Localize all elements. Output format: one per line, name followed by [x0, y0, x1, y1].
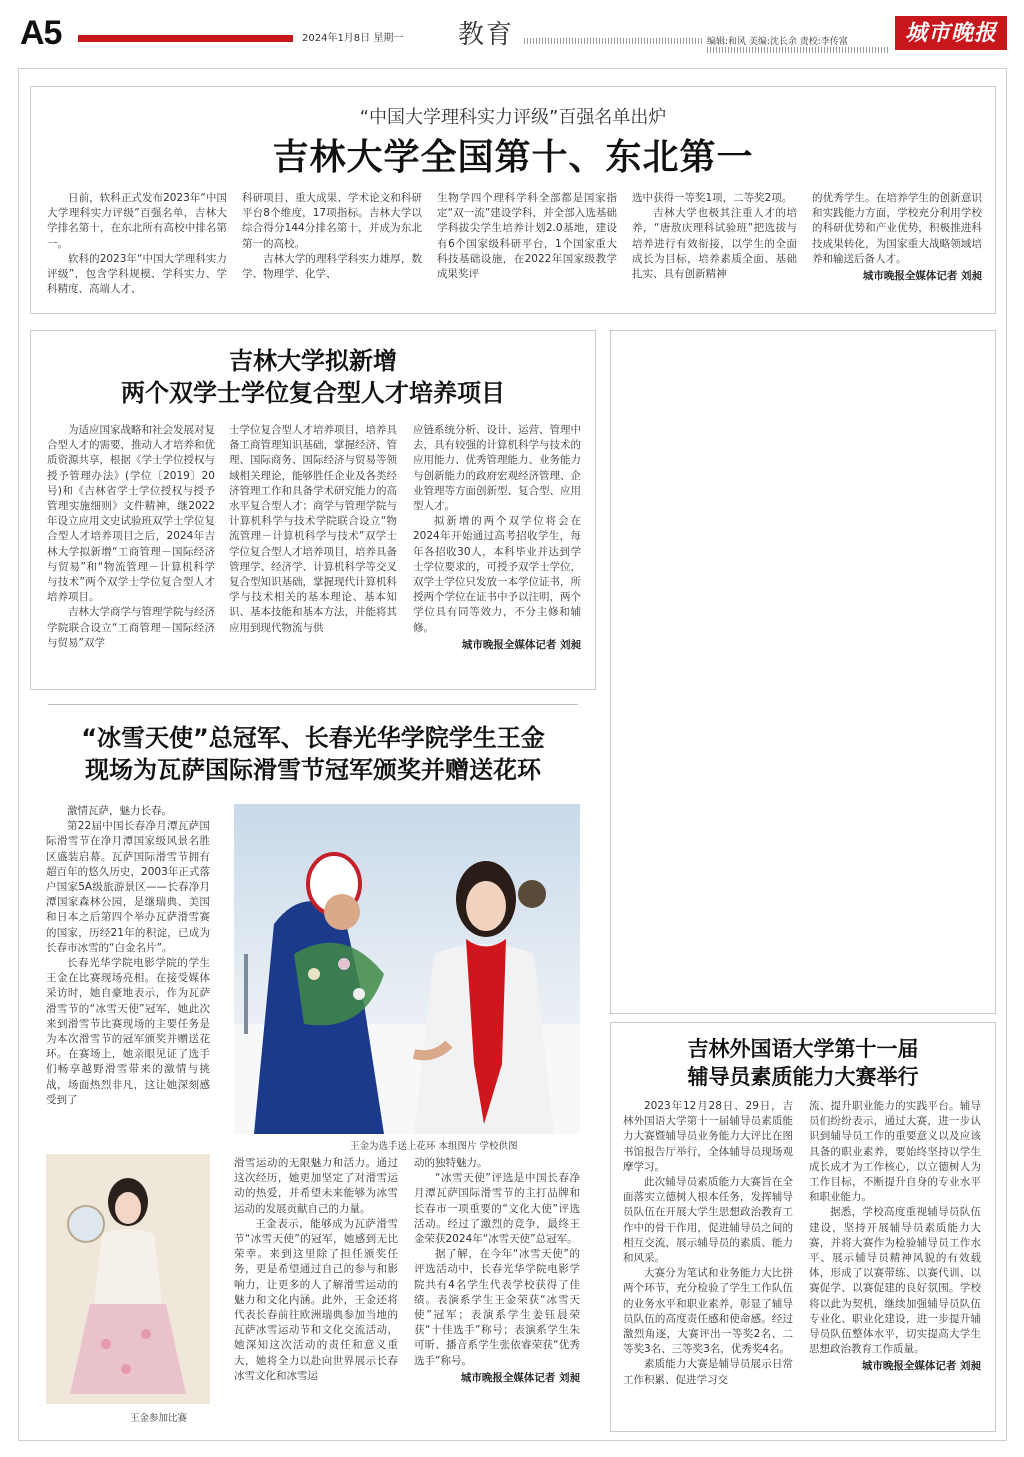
top-article-col-5 — [812, 191, 982, 309]
paragraph: 据了解，在今年“冰雪天使”的评选活动中，长春光华学院电影学院共有4名学生代表学校获得了佳绩。表演系学生王金荣获“冰雪天使”冠军；表演系学生姜钰晨荣获“十佳选手”称号；表演系学生朱可昕、播音系学生张依睿荣获“优秀选手”称号。 — [414, 1248, 580, 1367]
paragraph: 软科的2023年“中国大学理科实力评级”，包含学科规模、学科实力、学科精度、高端人才、 — [47, 252, 227, 296]
paragraph: 动的独特魅力。 — [414, 1157, 488, 1169]
paragraph: 拟新增的两个双学位将会在2024年开始通过高考招收学生，每年各招收30人，本科毕业并达到学士学位要求的，可授予双学士学位，双学士学位只发放一本学位证书，所授两个学位在证书中予以注明，两个学位具有同等效力，不分主修和辅修。 — [413, 515, 581, 634]
dual-degree-headline-1: 吉林大学拟新增 — [229, 347, 397, 375]
paragraph: 科研项目、重大成果、学术论文和科研平台8个维度，17项指标。吉林大学以综合得分144分排名第十，并成为东北第一的高校。 — [242, 192, 422, 250]
paragraph: 长春光华学院电影学院的学生王金在比赛现场亮相。在接受媒体采访时，她自豪地表示，作为瓦萨滑雪节的“冰雪天使”冠军，她此次来到滑雪节比赛现场的主要任务是为本次滑雪节的冠军颁奖并赠送花环。在赛场上，她亲眼见证了选手们畅享越野滑雪带来的激情与挑战，场面热烈非凡，这让她深刻感受到了 — [46, 957, 210, 1106]
top-article-col-4 — [632, 191, 797, 309]
ice-angel-portrait-photo — [46, 1154, 210, 1404]
counselor-headline-2: 辅导员素质能力大赛举行 — [687, 1065, 919, 1089]
portrait-illustration-icon — [46, 1154, 210, 1404]
counselor-col-1 — [623, 1099, 793, 1427]
masthead-hatch — [524, 38, 704, 44]
counselor-col-2 — [809, 1099, 981, 1427]
ice-angel-main-photo — [234, 804, 580, 1134]
paragraph: 吉林大学的理科学科实力雄厚，数学、物理学、化学、 — [242, 252, 422, 281]
editors-credit: 编辑:和风 美编:沈长余 责校:李传富 — [707, 37, 848, 47]
counselor-headline-1: 吉林外国语大学第十一届 — [687, 1037, 919, 1061]
paragraph: “冰雪天使”评选是中国长春净月潭瓦萨国际滑雪节的主打品牌和长春市一项重要的“文化大使”评选活动。经过了激烈的竞争，最终王金荣获2024年“冰雪天使”总冠军。 — [414, 1172, 580, 1246]
dual-degree-article — [30, 330, 596, 690]
ice-angel-article — [30, 712, 596, 1432]
dual-degree-col-2 — [229, 423, 397, 685]
photo-illustration-icon — [234, 804, 580, 1134]
paragraph: 日前，软科正式发布2023年“中国大学理科实力评级”百强名单，吉林大学排名第十，在东北所有高校中排名第一。 — [47, 192, 227, 250]
paragraph: 吉林大学商学与管理学院与经济学院联合设立“工商管理－国际经济与贸易”双学 — [47, 606, 215, 649]
paragraph: 流、提升职业能力的实践平台。辅导员们纷纷表示，通过大赛，进一步认识到辅导员工作的重要意义以及应该具备的职业素养，要始终坚持以学生成长成才为工作核心，以立德树人为工作目标，不断提升自身的专业水平和职业能力。 — [809, 1100, 981, 1204]
cust-science-col-1 — [623, 409, 793, 1009]
dual-degree-byline: 城市晚报全媒体记者 刘昶 — [461, 638, 581, 651]
masthead-red-bar — [78, 35, 293, 42]
newspaper-logo[interactable]: 城市晚报 — [895, 16, 1007, 50]
paragraph: 大赛分为笔试和业务能力大比拼两个环节，充分检验了学生工作队伍的业务水平和职业素养，彰显了辅导员队伍的高度责任感和使命感。经过激烈角逐，大赛评出一等奖2名、二等奖3名、三等奖3名，优秀奖4名。 — [623, 1267, 793, 1356]
paragraph: 的优秀学生。在培养学生的创新意识和实践能力方面，学校充分利用学校的科研优势和产业优势，积极推进科技成果转化，为国家重大战略领域培养和输送后备人才。 — [812, 192, 982, 265]
ice-angel-byline: 城市晚报全媒体记者 刘昶 — [460, 1371, 580, 1384]
paragraph: 此次辅导员素质能力大赛旨在全面落实立德树人根本任务，发挥辅导员队伍在开展大学生思想政治教育工作中的骨干作用，促进辅导员之间的相互交流，展示辅导员的素质、能力和风采。 — [623, 1176, 793, 1265]
ice-angel-col-mid — [234, 1156, 398, 1418]
dual-degree-headline-2: 两个双学士学位复合型人才培养项目 — [121, 379, 505, 407]
ice-angel-photo-caption: 王金为选手送上花环 本组图片 学校供图 — [350, 1141, 518, 1152]
ice-angel-headline-2: 现场为瓦萨国际滑雪节冠军颁奖并赠送花环 — [85, 756, 541, 784]
dual-degree-col-1 — [47, 423, 215, 685]
top-article — [30, 86, 996, 314]
section-title: 教育 — [458, 20, 515, 50]
top-article-headline: 吉林大学全国第十、东北第一 — [272, 137, 754, 178]
portrait-caption: 王金参加比赛 — [130, 1413, 188, 1424]
paragraph: 士学位复合型人才培养项目，培养具备工商管理知识基础，掌握经济、管理、国际商务、国际经济与贸易等领域相关理论，能够胜任企业及各类经济管理工作和具备学术研究能力的高水平复合型人才；商学与管理学院与计算机科学与技术学院联合设立“物流管理－计算机科学与技术”双学士学位复合型人才培养项目，培养具备管理学、经济学、计算机科学等交叉复合型知识基础，掌握现代计算机科学与技术相关的基本理论、基本知识、基本技能和基本方法，并能将其应用到现代物流与供 — [229, 424, 397, 634]
masthead — [0, 0, 1024, 64]
paragraph: 滑雪运动的无限魅力和活力。通过这次经历，她更加坚定了对滑雪运动的热爱，并希望未来能够为冰雪运动的发展贡献自己的力量。 — [234, 1157, 398, 1215]
issue-date: 2024年1月8日 星期一 — [302, 33, 404, 44]
ice-angel-headline-1: “冰雪天使”总冠军、长春光华学院学生王金 — [81, 724, 545, 752]
top-article-byline: 城市晚报全媒体记者 刘昶 — [862, 270, 982, 283]
top-article-col-3 — [437, 191, 617, 309]
paragraph: 2023年12月28日、29日，吉林外国语大学第十一届辅导员素质能力大赛暨辅导员业务能力大评比在图书馆报告厅举行，全体辅导员现场观摩学习。 — [623, 1100, 793, 1173]
paragraph: 为适应国家战略和社会发展对复合型人才的需要，推动人才培养和优质资源共享，根据《学士学位授权与授予管理办法》(学位〔2019〕20号)和《吉林省学士学位授权与授予管理实施细则》文件精神，继2022年设立应用文史试验班双学士学位复合型人才培养项目之后，2024年吉林大学拟新增“工商管理－国际经济与贸易”和“物流管理－计算机科学与技术”两个双学士学位复合型人才培养项目。 — [47, 424, 215, 604]
cust-science-col-2 — [809, 409, 981, 1009]
paragraph: 选中获得一等奖1项，二等奖2项。 — [632, 192, 793, 204]
page-number: A5 — [20, 14, 62, 52]
counselor-byline: 城市晚报全媒体记者 刘昶 — [861, 1360, 981, 1373]
paragraph: 据悉，学校高度重视辅导员队伍建设，坚持开展辅导员素质能力大赛，并将大赛作为检验辅导员工作水平、展示辅导员精神风貌的有效载体，形成了以赛带练、以赛代训、以赛促学、以赛促建的良好氛围。学校将以此为契机，继续加强辅导员队伍专业化、职业化建设，进一步提升辅导员队伍整体水平，切实提高大学生思想政治教育工作质量。 — [809, 1206, 981, 1356]
top-article-kicker: “中国大学理科实力评级”百强名单出炉 — [359, 107, 667, 128]
divider — [48, 704, 578, 705]
counselor-article — [610, 1022, 996, 1432]
cust-science-article — [610, 330, 996, 1014]
top-article-col-1 — [47, 191, 227, 309]
ice-angel-col-right — [414, 1156, 580, 1418]
masthead-hatch-2 — [707, 47, 890, 53]
paragraph: 激情瓦萨，魅力长春。 — [67, 805, 172, 817]
paragraph: 应链系统分析、设计、运营、管理中去，具有较强的计算机科学与技术的应用能力、优秀管理能力、业务能力与创新能力的政府宏观经济管理、企业管理等方面创新型、复合型、应用型人才。 — [413, 424, 581, 513]
paragraph: 素质能力大赛是辅导员展示日常工作积累、促进学习交 — [623, 1358, 793, 1386]
paragraph: 第22届中国长春净月潭瓦萨国际滑雪节在净月潭国家级风景名胜区盛装启幕。瓦萨国际滑雪节拥有超百年的悠久历史，2003年正式落户国家5A级旅游景区——长春净月潭国家森林公园，是继瑞典、美国和日本之后第四个举办瓦萨滑雪赛的国家，历经21年的积淀，已成为长春市冰雪的“白金名片”。 — [46, 820, 210, 954]
ice-angel-col-left — [46, 804, 210, 1150]
paragraph: 王金表示，能够成为瓦萨滑雪节“冰雪天使”的冠军，她感到无比荣幸。来到这里除了担任颁奖任务，更是希望通过自己的参与和影响力，让更多的人了解滑雪运动的魅力和文化内涵。此外，王金还将代表长春前往欧洲瑞典参加当地的瓦萨冰雪运动节和文化交流活动，她深知这次活动的责任和意义重大，她将全力以赴向世界展示长春冰雪文化和冰雪运 — [234, 1217, 398, 1382]
paragraph: 吉林大学也极其注重人才的培养，“唐敖庆理科试验班”把选拔与培养进行有效衔接，以学生的全面成长为目标，培养素质全面、基础扎实、具有创新精神 — [632, 207, 797, 281]
top-article-col-2 — [242, 191, 422, 309]
dual-degree-col-3 — [413, 423, 581, 685]
paragraph: 生物学四个理科学科全部都是国家指定“双一流”建设学科，并全部入选基础学科拔尖学生培养计划2.0基地，建设有6个国家级科研平台，1个国家重大科技基础设施，在2022年国家级教学成果奖评 — [437, 192, 617, 281]
